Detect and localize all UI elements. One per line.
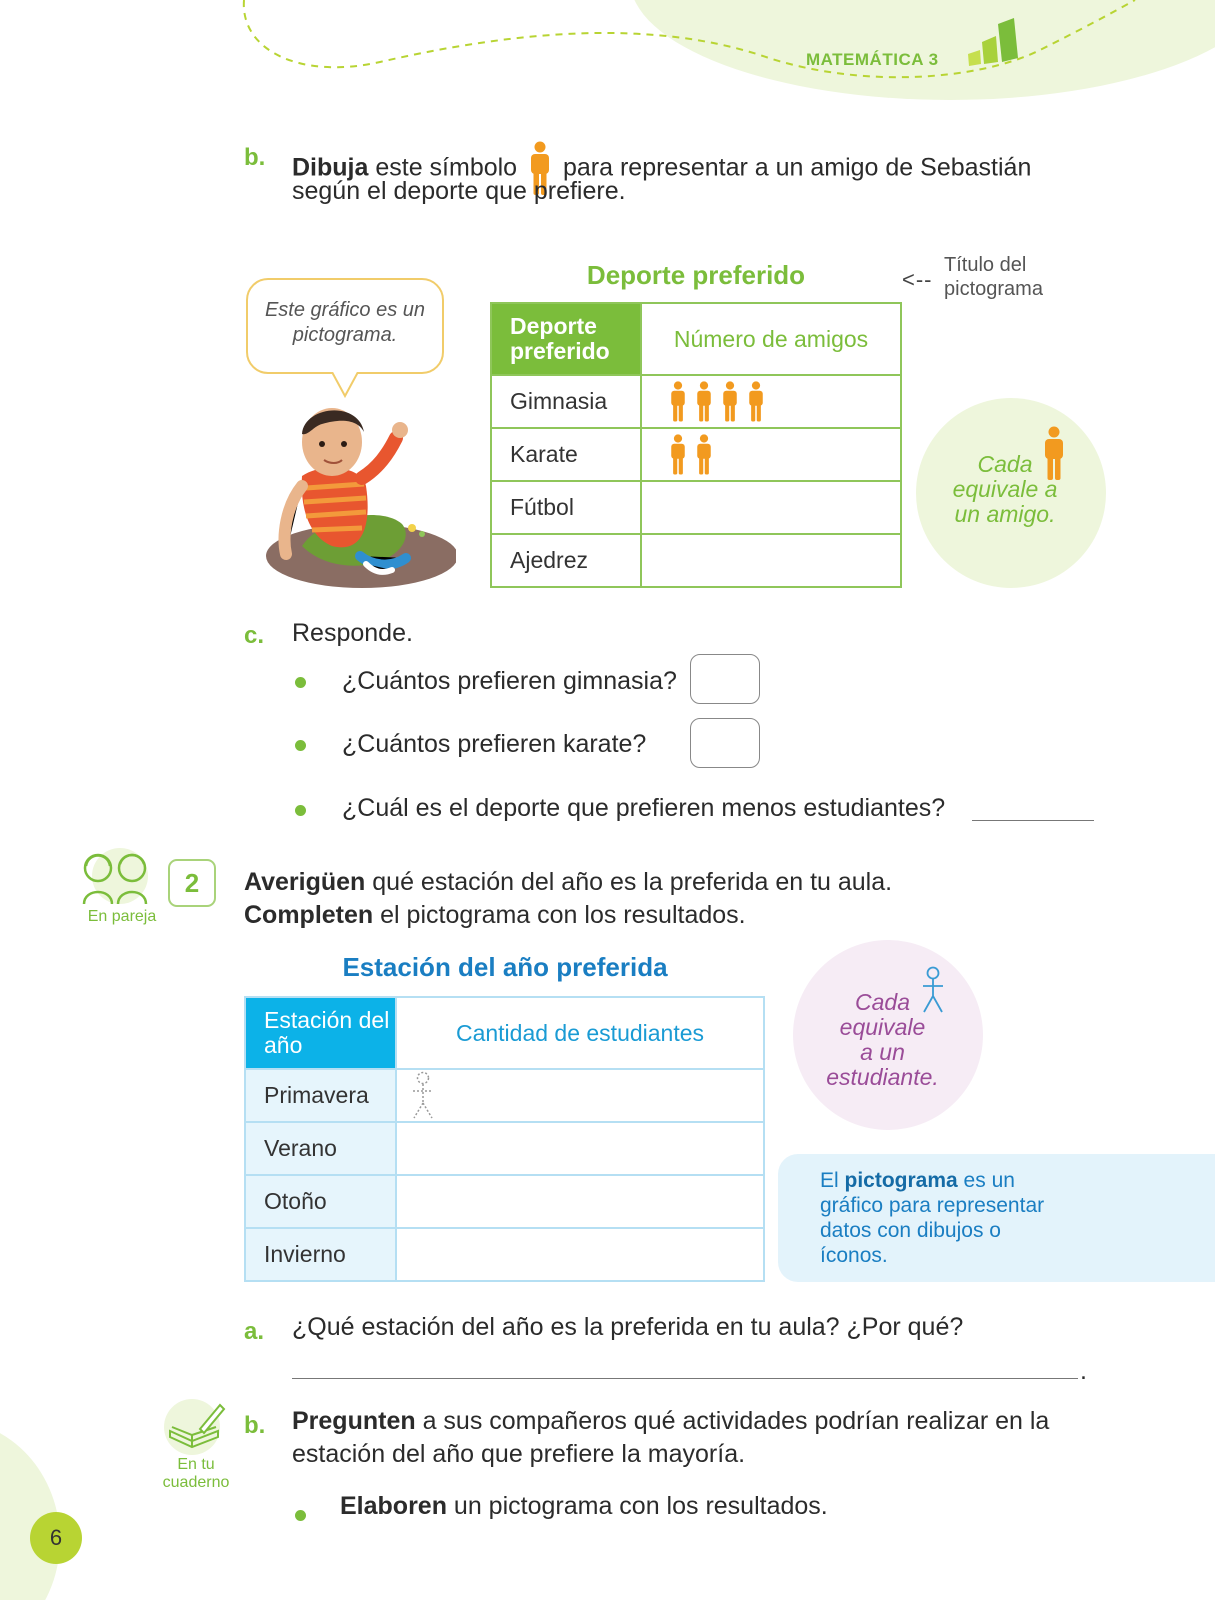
pictogram2-row-label: Otoño [245, 1175, 396, 1228]
page-number: 6 [30, 1512, 82, 1564]
page-corner-decoration [0, 1420, 60, 1600]
question-activities-line2: estación del año que prefiere la mayoría. [292, 1440, 746, 1468]
pictogram2-row-label: Invierno [245, 1228, 396, 1281]
pictogram2-title: Estación del año preferida [342, 952, 668, 982]
pictogram1-row-label: Fútbol [491, 481, 641, 534]
activity2-line1 [244, 866, 892, 899]
instruction-text: a sus compañeros qué actividades podrían realizar en la [415, 1407, 1050, 1435]
instruction-period: . [405, 619, 413, 647]
key-line: estudiante. [826, 1064, 939, 1090]
notebook-label-line2: cuaderno [162, 1474, 230, 1491]
key-line: a un [860, 1039, 905, 1065]
activity2-line2 [244, 899, 746, 932]
pair-work-icon [80, 846, 158, 906]
item-letter-c: c. [244, 622, 265, 649]
instruction-text: el pictograma con los resultados. [373, 901, 746, 929]
boy-illustration [262, 396, 456, 594]
pictogram2-row-cell[interactable] [396, 1228, 764, 1281]
key-line: Cada [855, 989, 910, 1015]
instruction-verb: Elaboren [340, 1492, 447, 1520]
notebook-icon [162, 1397, 228, 1455]
definition-term: pictograma [844, 1169, 958, 1192]
instruction-text: un pictograma con los resultados. [446, 1492, 828, 1520]
item-letter-b2: b. [244, 1412, 266, 1439]
pair-work-label: En pareja [87, 908, 157, 925]
answer-box-karate[interactable] [690, 718, 760, 768]
pictogram1-row-icons[interactable] [641, 375, 901, 428]
question-karate: ¿Cuántos prefieren karate? [342, 730, 647, 758]
instruction-verb: Averigüen [244, 868, 366, 896]
pictogram1-title: Deporte preferido [586, 260, 806, 290]
title-note [944, 253, 1043, 301]
definition-box [778, 1154, 1215, 1282]
book-series-title: MATEMÁTICA 3 [806, 50, 939, 69]
orange-person-icon [694, 434, 714, 476]
instruction-verb: Completen [244, 901, 374, 929]
pictogram2-header-season: Estación del año [245, 997, 396, 1069]
key-line: Cada [977, 451, 1033, 477]
pictogram1-row-icons[interactable] [641, 534, 901, 587]
pictogram1-row-label: Karate [491, 428, 641, 481]
bullet [295, 1510, 306, 1521]
title-note-line2: pictograma [944, 278, 1043, 300]
pictogram2-row-cell[interactable] [396, 1175, 764, 1228]
item-letter-b: b. [244, 144, 266, 171]
definition-text [820, 1168, 1070, 1268]
pictogram1-row-label: Gimnasia [491, 375, 641, 428]
instruction-verb: Responde [292, 619, 406, 647]
question-favorite-season: ¿Qué estación del año es la preferida en tu aula? ¿Por qué? [292, 1313, 964, 1341]
question-least-sport: ¿Cuál es el deporte que prefieren menos estudiantes? [342, 794, 946, 822]
orange-person-icon [668, 381, 688, 423]
pictogram2-row-label: Verano [245, 1122, 396, 1175]
question-activities-line1 [292, 1405, 1049, 1438]
speech-bubble-tail [330, 372, 360, 398]
pictogram1-table [490, 302, 902, 588]
bullet [295, 740, 306, 751]
speech-bubble: Este gráfico es un pictograma. [246, 278, 444, 374]
notebook-label-line1: En tu [177, 1456, 215, 1473]
question-gymnastics: ¿Cuántos prefieren gimnasia? [342, 667, 677, 695]
definition-post: es un gráfico para representar datos con dibujos o íconos. [820, 1169, 1045, 1267]
dashed-arc-decoration [0, 0, 1215, 100]
key-line: equivale a [952, 476, 1058, 502]
answer-line-period: . [1080, 1357, 1087, 1385]
orange-person-icon [694, 381, 714, 423]
orange-person-icon [720, 381, 740, 423]
definition-pre: El [820, 1169, 845, 1192]
pictogram1-row-label: Ajedrez [491, 534, 641, 587]
instruction-c [292, 617, 413, 650]
orange-person-icon [746, 381, 766, 423]
notebook-label [146, 1456, 246, 1492]
instruction-verb: Dibuja [292, 153, 369, 182]
instruction-text: qué estación del año es la preferida en tu aula. [365, 868, 893, 896]
pictogram1-header-sport: Deporte preferido [491, 303, 641, 375]
bullet [295, 677, 306, 688]
activity-number: 2 [168, 859, 216, 907]
pictogram2-row-cell[interactable] [396, 1122, 764, 1175]
item-letter-a: a. [244, 1318, 265, 1345]
key-text-friend [930, 452, 1080, 527]
key-line: un amigo. [954, 501, 1056, 527]
key-text-student [800, 990, 965, 1090]
key-line: equivale [839, 1014, 926, 1040]
bar-chart-logo-icon [966, 14, 1026, 70]
answer-line-favorite-season[interactable] [292, 1378, 1078, 1379]
pictogram1-header-count: Número de amigos [641, 303, 901, 375]
instruction-text: este símbolo [368, 153, 525, 182]
bullet-make-pictogram [340, 1490, 828, 1523]
bullet [295, 805, 306, 816]
answer-box-gymnastics[interactable] [690, 654, 760, 704]
pictogram1-row-icons[interactable] [641, 428, 901, 481]
answer-line-least-sport[interactable] [972, 820, 1094, 821]
orange-person-icon [668, 434, 688, 476]
title-note-line1: Título del [944, 254, 1027, 276]
pictogram1-row-icons[interactable] [641, 481, 901, 534]
stick-figure-icon [411, 1071, 435, 1121]
pictogram2-row-label: Primavera [245, 1069, 396, 1122]
instruction-b-line2: según el deporte que prefiere. [292, 177, 626, 205]
title-note-arrow: <-- [902, 267, 933, 292]
instruction-text-2: para representar a un amigo de Sebastián [556, 153, 1032, 182]
pictogram2-header-count: Cantidad de estudiantes [396, 997, 764, 1069]
instruction-verb: Pregunten [292, 1407, 416, 1435]
pictogram2-row-cell[interactable] [396, 1069, 764, 1122]
pictogram2-table [244, 996, 765, 1282]
